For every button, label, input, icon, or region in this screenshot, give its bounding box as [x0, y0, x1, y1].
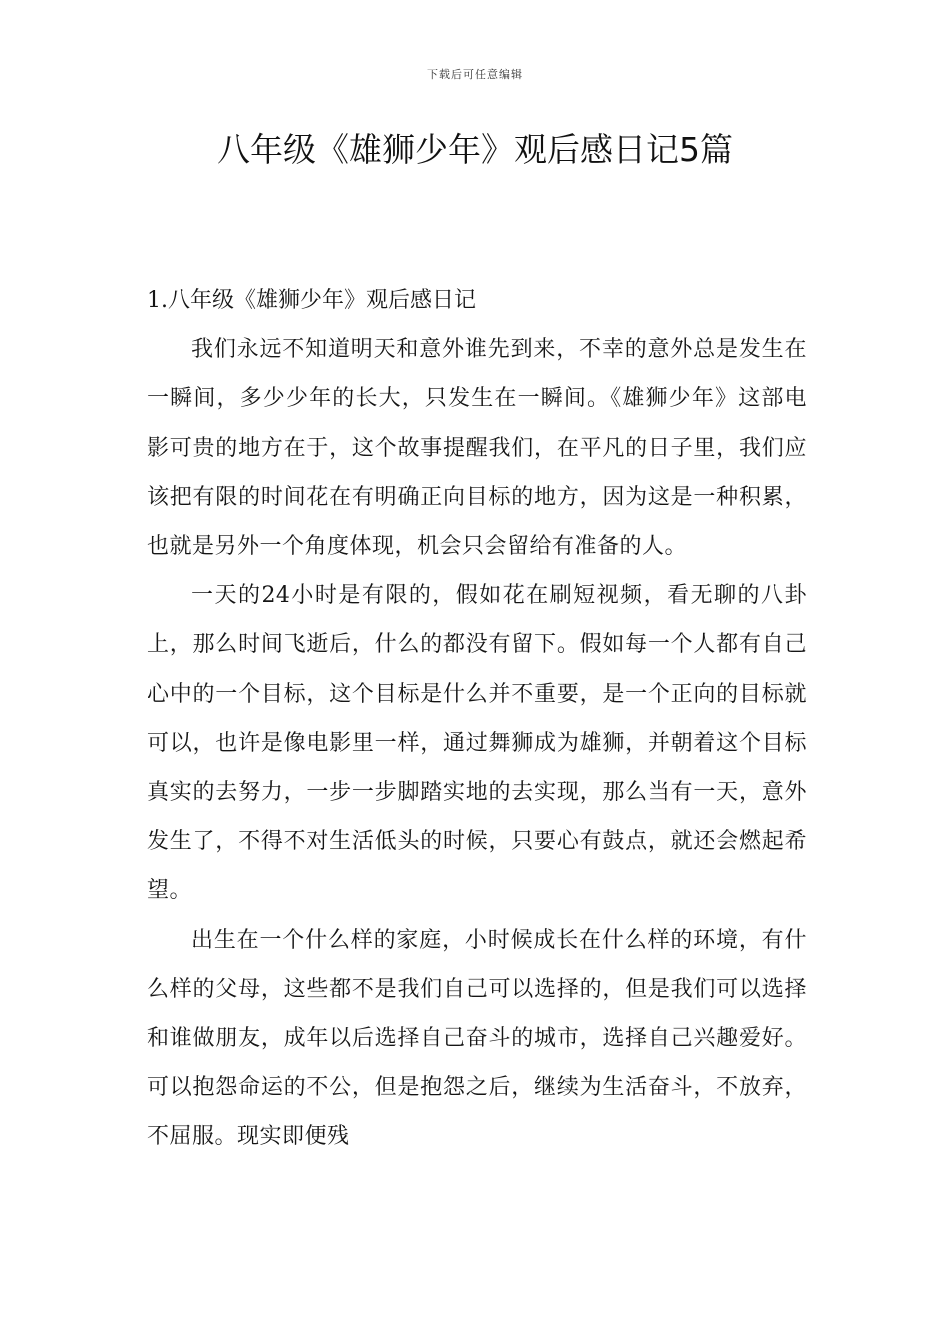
paragraph-2: 一天的24小时是有限的，假如花在刷短视频，看无聊的八卦上，那么时间飞逝后，什么的都没有留下。假如每一个人都有自己心中的一个目标，这个目标是什么并不重要，是一个正向的目标就可以，也许是像电影里一样，通过舞狮成为雄狮，并朝着这个目标真实的去努力，一步一步脚踏实地的去实现，那么当有一天，意外发生了，不得不对生活低头的时候，只要心有鼓点，就还会燃起希望。: [147, 583, 807, 904]
paragraph-1: 我们永远不知道明天和意外谁先到来，不幸的意外总是发生在一瞬间，多少少年的长大，只发生在一瞬间。《雄狮少年》这部电影可贵的地方在于，这个故事提醒我们，在平凡的日子里，我们应该把有限的时间花在有明确正向目标的地方，因为这是一种积累，也就是另外一个角度体现，机会只会留给有准备的人。: [147, 337, 807, 560]
document-body: [147, 276, 807, 1162]
section-heading: 1.八年级《雄狮少年》观后感日记: [147, 288, 476, 313]
document-title: 八年级《雄狮少年》观后感日记5篇: [217, 130, 733, 169]
paragraph-3: 出生在一个什么样的家庭，小时候成长在什么样的环境，有什么样的父母，这些都不是我们自己可以选择的，但是我们可以选择和谁做朋友，成年以后选择自己奋斗的城市，选择自己兴趣爱好。可以抱怨命运的不公，但是抱怨之后，继续为生活奋斗，不放弃，不屈服。现实即便残: [147, 927, 807, 1150]
header-note: 下载后可任意编辑: [427, 68, 523, 81]
